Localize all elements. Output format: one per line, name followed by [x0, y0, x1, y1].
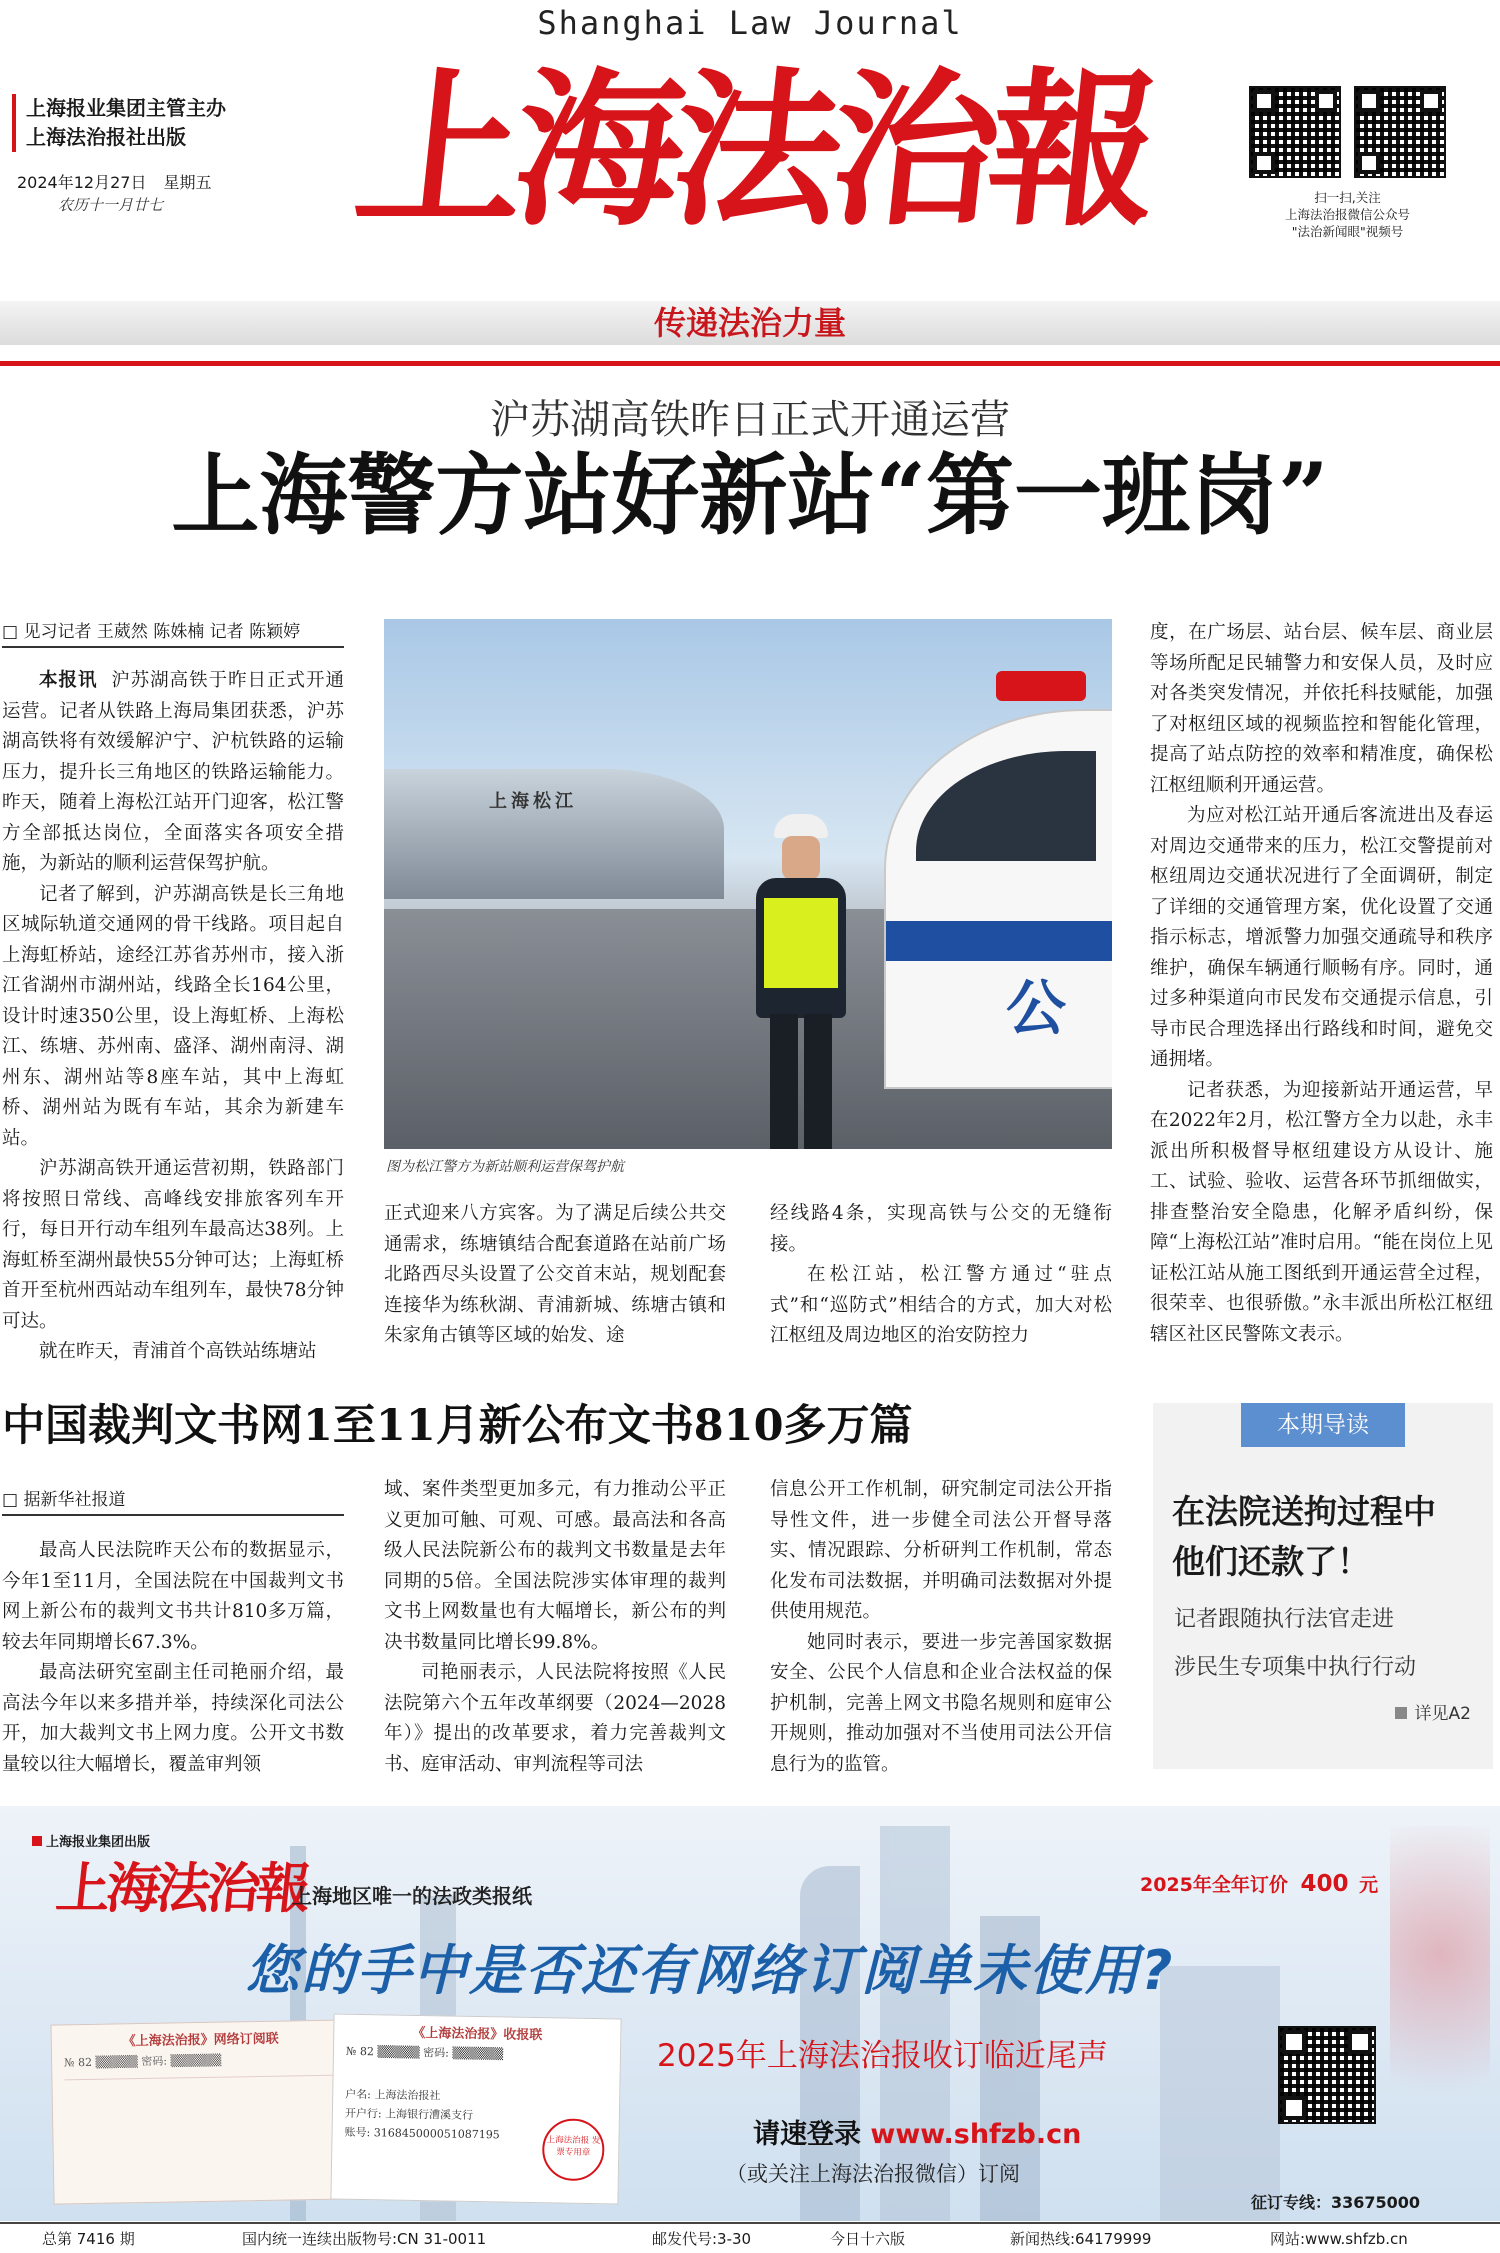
qr-caption-line-2: 上海法治报微信公众号	[1284, 207, 1410, 222]
guide-tab: 本期导读	[1241, 1403, 1405, 1447]
lead-column-2	[384, 1199, 726, 1352]
second-col2-p2: 司艳丽表示，人民法院将按照《人民法院第六个五年改革纲要（2024—2028年）》提出的改革要求，着力完善裁判文书、庭审活动、审判流程等司法	[384, 1662, 726, 1775]
qr-code-video[interactable]	[1354, 86, 1446, 178]
form-bank-value: 上海银行漕溪支行	[385, 2107, 474, 2122]
ad-login[interactable]	[753, 2112, 1081, 2151]
lunar-date: 农历十一月廿七	[58, 196, 164, 214]
footer-site[interactable]: 网站:www.shfzb.cn	[1270, 2230, 1408, 2248]
second-col1-p1: 最高人民法院昨天公布的数据显示，今年1至11月，全国法院在中国裁判文书网上新公布的裁判文书共计810多万篇，较去年同期增长67.3%。	[2, 1540, 344, 1653]
qr-caption-line-1: 扫一扫,关注	[1314, 190, 1381, 205]
ad-subhead: 2025年上海法治报收订临近尾声	[657, 2038, 1108, 2074]
ad-price-unit: 元	[1359, 1874, 1379, 1896]
lead-col4-p3: 记者获悉，为迎接新站开通运营，早在2022年2月，松江警方全力以赴，永丰派出所积极督导枢纽建设方从设计、施工、试验、验收、运营各环节抓细做实，排查整治安全隐患，化解矛盾纠纷，保障“上海松江站”准时启用。“能在岗位上见证松江站从施工图纸到开通运营全过程，很荣幸、也很骄傲。”永丰派出所松江枢纽辖区社区民警陈文表示。	[1150, 1079, 1493, 1345]
form-bank-label: 开户行:	[344, 2106, 382, 2121]
form-name-value: 上海法治报社	[374, 2088, 441, 2103]
photo-caption: 图为松江警方为新站顺利运营保驾护航	[386, 1159, 624, 1175]
guide-sub-line-2: 涉民生专项集中执行行动	[1174, 1655, 1417, 1680]
sponsor-block	[12, 94, 226, 152]
form-account-value: 316845000051087195	[373, 2126, 500, 2142]
qr-caption-line-3: "法治新闻眼"视频号	[1291, 224, 1404, 239]
lead-col3-p1: 经线路4条，实现高铁与公交的无缝衔接。	[770, 1203, 1112, 1255]
guide-ref[interactable]	[1395, 1699, 1471, 1724]
footer-issue: 总第 7416 期	[42, 2230, 135, 2248]
guide-headline-line-2: 他们还款了！	[1172, 1542, 1370, 1581]
lead-kicker: 沪苏湖高铁昨日正式开通运营	[490, 397, 1010, 443]
footer-cn-number: 国内统一连续出版物号:CN 31-0011	[242, 2230, 487, 2248]
lead-col4-p2: 为应对松江站开通后客流进出及春运对周边交通带来的压力，松江交警提前对枢纽周边交通状况进行了全面调研，制定了详细的交通管理方案，优化设置了交通指示标志，增派警力加强交通疏导和秩序维护，确保车辆通行顺畅有序。同时，通过多种渠道向市民发布交通提示信息，引导市民合理选择出行路线和时间，避免交通拥堵。	[1150, 805, 1493, 1070]
second-col3-p1: 信息公开工作机制，研究制定司法公开指导性文件，进一步健全司法公开督导落实、情况跟踪、分析研判工作机制，常态化发布司法数据，并明确司法数据对外提供使用规范。	[770, 1479, 1112, 1622]
police-car	[884, 709, 1112, 1089]
footer-news-hotline: 新闻热线:64179999	[1010, 2230, 1152, 2248]
guide-subtitle	[1174, 1596, 1416, 1692]
sponsor-line-1: 上海报业集团主管主办	[26, 96, 226, 120]
second-column-2	[384, 1475, 726, 1780]
police-officer	[756, 814, 846, 1149]
guide-headline-line-1: 在法院送拘过程中	[1172, 1492, 1436, 1531]
ad-headline: 您的手中是否还有网络订阅单未使用?	[245, 1939, 1175, 2002]
lead-dateline: 本报讯	[39, 670, 98, 691]
ad-tagline: 上海地区唯一的法政类报纸	[292, 1884, 532, 1908]
form-1-code-label: 密码:	[141, 2054, 168, 2069]
guide-ref-text: 详见A2	[1414, 1704, 1471, 1724]
slogan: 传递法治力量	[653, 304, 846, 342]
ad-price	[1140, 1870, 1378, 1897]
lead-col1-p4: 就在昨天，青浦首个高铁站练塘站	[39, 1341, 317, 1362]
form-2-code: 82	[359, 2044, 375, 2059]
lead-col1-p1: 沪苏湖高铁于昨日正式开通运营。记者从铁路上海局集团获悉，沪苏湖高铁将有效缓解沪宁、沪杭铁路的运输压力，提升长三角地区的铁路运输能力。昨天，随着上海松江站开门迎客，松江警方全部抵达岗位，全面落实各项安全措施，为新站的顺利运营保驾护航。	[2, 670, 344, 874]
lead-byline: □ 见习记者 王葳然 陈姝楠 记者 陈颖婷	[2, 617, 344, 648]
lead-headline: 上海警方站好新站“第一班岗”	[171, 443, 1329, 547]
invoice-stamp: 上海法治报 发票专用章	[542, 2118, 605, 2181]
masthead-logo: 上海法治報	[347, 51, 1158, 249]
ad-order-form-1: 《上海法治报》网络订阅联 № 82 ▒▒▒▒▒ 密码: ▒▒▒▒▒▒	[50, 2019, 353, 2204]
second-col1-p2: 最高法研究室副主任司艳丽介绍，最高法今年以来多措并举，持续深化司法公开，加大裁判文书上网力度。公开文书数量较以往大幅增长，覆盖审判领	[2, 1662, 344, 1775]
lead-col1-p3: 沪苏湖高铁开通运营初期，铁路部门将按照日常线、高峰线安排旅客列车开行，每日开行动车组列车最高达38列。上海虹桥至湖州最快55分钟可达；上海虹桥首开至杭州西站动车组列车，最快78分钟可达。	[2, 1158, 344, 1332]
masthead-rule	[0, 361, 1500, 366]
lead-col1-p2: 记者了解到，沪苏湖高铁是长三角地区城际轨道交通网的骨干线路。项目起自上海虹桥站，途经江苏省苏州市，接入浙江省湖州市湖州站，线路全长164公里，设计时速350公里，设上海虹桥、上海松江、练塘、苏州南、盛泽、湖州南浔、湖州东、湖州站等8座车站，其中上海虹桥、湖州站为既有车站，其余为新建车站。	[2, 883, 344, 1149]
ad-logo: 上海法治報	[53, 1856, 310, 1920]
ad-order-form-2: 《上海法治报》收报联 № 82 ▒▒▒▒▒ 密码: ▒▒▒▒▒▒ 户名: 上海法治报社 开户行: 上海银行漕溪支行 账号: 316845000051087195 上海法治报 发票专用章	[330, 2014, 621, 2205]
issue-date	[17, 170, 212, 193]
second-col2-p1: 域、案件类型更加多元，有力推动公平正义更加可触、可观、可感。最高法和各高级人民法院新公布的裁判文书数量是去年同期的5倍。全国法院涉实体审理的裁判文书上网数量也有大幅增长，新公布的判决书数量同比增长99.8%。	[384, 1479, 726, 1653]
footer-rule	[0, 2222, 1500, 2224]
second-headline: 中国裁判文书网1至11月新公布文书810多万篇	[2, 1401, 913, 1451]
qr-code-wechat[interactable]	[1249, 86, 1341, 178]
qr-caption	[1249, 189, 1446, 240]
guide-box[interactable]	[1153, 1403, 1493, 1769]
red-square-icon	[32, 1836, 42, 1846]
form-account-label: 账号:	[344, 2125, 371, 2140]
square-bullet-icon	[1395, 1707, 1407, 1719]
lead-col3-p2: 在松江站，松江警方通过“驻点式”和“巡防式”相结合的方式，加大对松江枢纽及周边地区的治安防控力	[770, 1264, 1112, 1346]
ad-calligraphy	[1390, 1826, 1490, 2146]
sponsor-line-2: 上海法治报社出版	[26, 125, 186, 149]
ad-price-label: 2025年全年订价	[1140, 1874, 1288, 1896]
ad-publisher-text: 上海报业集团出版	[46, 1835, 151, 1850]
form-1-title: 《上海法治报》网络订阅联	[122, 2031, 279, 2050]
form-name-label: 户名:	[345, 2087, 372, 2102]
form-2-title: 《上海法治报》收报联	[412, 2025, 543, 2044]
english-title: Shanghai Law Journal	[537, 4, 963, 42]
footer-pages: 今日十六版	[830, 2230, 906, 2248]
lead-col2-text: 正式迎来八方宾客。为了满足后续公共交通需求，练塘镇结合配套道路在站前广场北路西尽头设置了公交首末站，规划配套连接华为练秋湖、青浦新城、练塘古镇和朱家角古镇等区域的始发、途	[384, 1203, 726, 1346]
ad-price-value: 400	[1300, 1871, 1349, 1897]
second-column-3	[770, 1475, 1112, 1780]
date: 2024年12月27日	[17, 173, 147, 192]
footer	[0, 2226, 1500, 2252]
lead-photo	[384, 619, 1112, 1149]
car-lettering: 公	[1006, 974, 1066, 1044]
lead-column-3	[770, 1199, 1112, 1352]
lead-col4-p1: 度，在广场层、站台层、候车层、商业层等场所配足民辅警力和安保人员，及时应对各类突发情况，并依托科技赋能，加强了对枢纽区域的视频监控和智能化管理，提高了站点防控的效率和精准度，确保松江枢纽顺利开通运营。	[1150, 622, 1493, 796]
ad-login-prefix: 请速登录	[753, 2119, 861, 2150]
lead-column-4	[1150, 618, 1493, 1350]
guide-headline	[1172, 1487, 1436, 1587]
ad-website-link[interactable]: www.shfzb.cn	[870, 2119, 1082, 2150]
footer-postal-code: 邮发代号:3-30	[652, 2230, 752, 2248]
form-1-code: 82	[77, 2055, 93, 2070]
form-2-code-label: 密码:	[423, 2046, 450, 2060]
second-col3-p2: 她同时表示，要进一步完善国家数据安全、公民个人信息和企业合法权益的保护机制，完善上网文书隐名规则和庭审公开规则，推动加强对不当使用司法公开信息行为的监管。	[770, 1631, 1112, 1775]
subscription-ad[interactable]	[0, 1806, 1500, 2221]
second-column-1	[2, 1536, 344, 1780]
ad-wechat-note: （或关注上海法治报微信）订阅	[726, 2162, 1020, 2186]
guide-sub-line-1: 记者跟随执行法官走进	[1174, 1607, 1395, 1632]
ad-qr-code[interactable]	[1278, 2026, 1376, 2124]
second-byline: □ 据新华社报道	[2, 1485, 344, 1516]
weekday: 星期五	[163, 173, 212, 192]
ad-hotline: 征订专线：33675000	[1251, 2193, 1421, 2212]
lead-column-1	[2, 666, 344, 1368]
station-sign: 上海松江	[489, 791, 577, 812]
